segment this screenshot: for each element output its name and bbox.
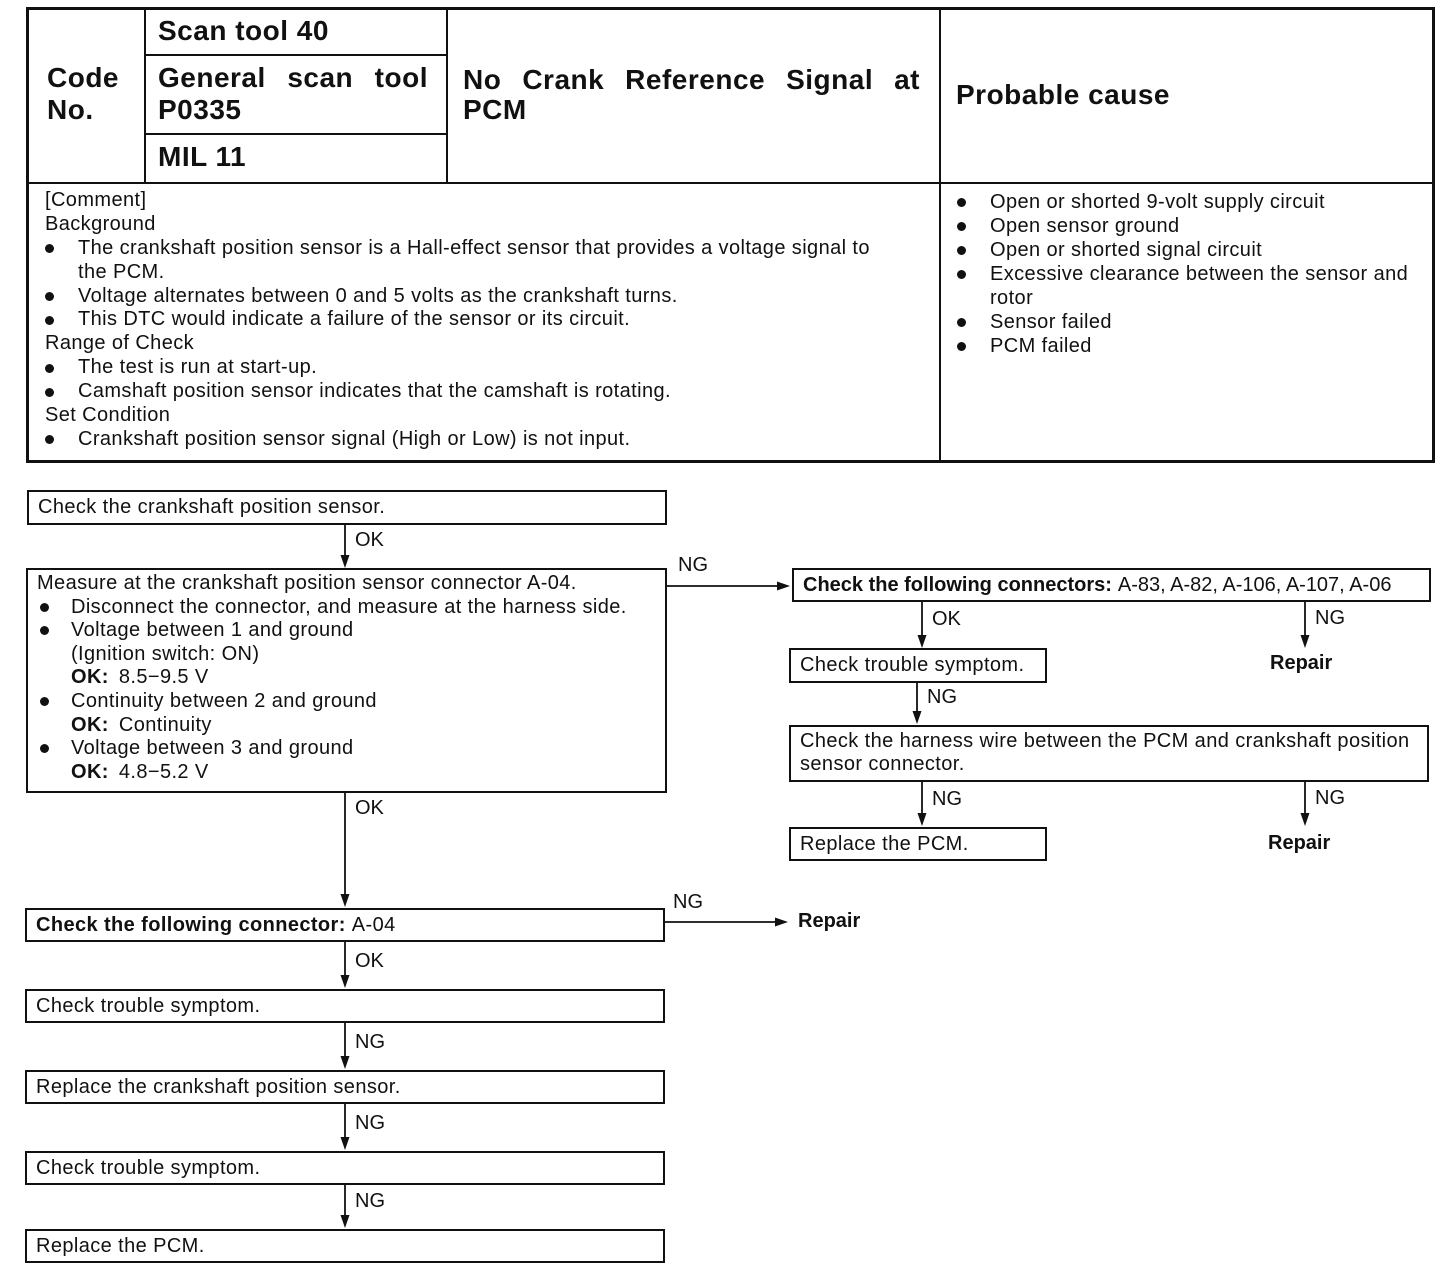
- measure-step-text: Voltage between 3 and ground: [71, 737, 354, 760]
- probable-cause-heading: Probable cause: [956, 79, 1170, 110]
- bullet-icon: [40, 744, 49, 753]
- general-scan-tool-code: P0335: [158, 94, 242, 125]
- harness-check-line: sensor connector.: [800, 753, 965, 775]
- replace-pcm-text: Replace the PCM.: [800, 832, 969, 855]
- arrow-measure-to-connectors: [667, 582, 790, 591]
- comment-bullet-text: Camshaft position sensor indicates that the camshaft is rotating.: [78, 380, 671, 403]
- check-connector-value: A-04: [351, 913, 396, 936]
- arrow-label: OK: [355, 529, 384, 551]
- ok-label: OK:: [71, 760, 109, 783]
- dtc-title-line: No Crank Reference Signal at: [463, 64, 920, 95]
- arrow-harness-to-replace-pcm: [918, 782, 927, 826]
- measure-step: [37, 619, 665, 643]
- trouble-symptom-box: [25, 1151, 665, 1185]
- measure-connector-box: [26, 568, 667, 793]
- harness-check-line: Check the harness wire between the PCM and crankshaft position: [800, 730, 1410, 752]
- arrow-connectors-to-symptom: [918, 602, 927, 648]
- cause-text: Excessive clearance between the sensor and: [990, 263, 1409, 285]
- check-connector-box: [25, 908, 665, 942]
- bullet-icon: [40, 626, 49, 635]
- arrow-replace-sensor-to-symptom: [341, 1104, 350, 1150]
- measure-ok-spec: [37, 714, 665, 738]
- section-heading: Set Condition: [45, 404, 171, 427]
- trouble-symptom-text: Check trouble symptom.: [36, 1156, 261, 1179]
- replace-pcm-box: [25, 1229, 665, 1263]
- check-connectors-label: Check the following connectors:: [803, 573, 1112, 596]
- code-label-line: No.: [47, 94, 94, 125]
- repair-label: Repair: [1270, 652, 1333, 674]
- comment-bullet-text: The crankshaft position sensor is a Hall-effect sensor that provides a voltage signal to: [78, 236, 870, 259]
- ok-label: OK:: [71, 713, 109, 736]
- trouble-symptom-box: [25, 989, 665, 1023]
- arrow-symptom-to-replace-sensor: [341, 1023, 350, 1069]
- measure-ok-spec: [37, 666, 665, 690]
- ok-label: OK:: [71, 666, 109, 689]
- replace-sensor-box: [25, 1070, 665, 1104]
- check-connectors-value: A-83, A-82, A-106, A-107, A-06: [1117, 573, 1392, 596]
- arrow-label: NG: [355, 1112, 385, 1134]
- arrow-harness-to-repair: [1301, 782, 1310, 826]
- comment-bullet-text: This DTC would indicate a failure of the sensor or its circuit.: [78, 308, 631, 331]
- arrow-label: NG: [355, 1031, 385, 1053]
- arrow-connector-to-symptom: [341, 942, 350, 988]
- cause-text: Open or shorted 9-volt supply circuit: [990, 191, 1325, 213]
- comment-bullet-text: The test is run at start-up.: [78, 356, 318, 379]
- comment-bullet-text: the PCM.: [78, 260, 165, 283]
- trouble-symptom-box: [789, 648, 1047, 683]
- code-label-line: Code: [47, 62, 119, 93]
- arrow-sensor-to-measure: [341, 525, 350, 568]
- measure-ok-spec: [37, 761, 665, 785]
- comment-label: [Comment]: [45, 189, 147, 211]
- arrow-symptom-to-replace-pcm: [341, 1185, 350, 1228]
- section-heading: Background: [45, 212, 156, 235]
- cause-text: Open or shorted signal circuit: [990, 239, 1263, 261]
- mil-cell: MIL 11: [158, 141, 247, 172]
- ok-value: 8.5−9.5 V: [118, 666, 209, 689]
- measure-step: [37, 737, 665, 761]
- measure-step: [37, 596, 665, 620]
- ok-value: 4.8−5.2 V: [118, 760, 209, 783]
- measure-step-text: Disconnect the connector, and measure at the harness side.: [71, 595, 627, 618]
- arrow-label: OK: [355, 797, 384, 819]
- cause-text: rotor: [990, 287, 1034, 309]
- repair-label: Repair: [1268, 832, 1331, 854]
- dtc-title-line: PCM: [463, 94, 527, 125]
- arrow-label: NG: [927, 686, 957, 708]
- cause-text: Open sensor ground: [990, 215, 1180, 237]
- arrow-connectors-to-repair: [1301, 602, 1310, 648]
- check-sensor-text: Check the crankshaft position sensor.: [38, 496, 386, 518]
- repair-label: Repair: [798, 910, 861, 932]
- arrow-measure-to-connector: [341, 793, 350, 907]
- trouble-symptom-text: Check trouble symptom.: [36, 994, 261, 1017]
- arrow-label: NG: [1315, 607, 1345, 629]
- cause-text: PCM failed: [990, 335, 1092, 357]
- arrow-label: NG: [1315, 787, 1345, 809]
- check-sensor-box: [27, 490, 667, 525]
- arrow-label: OK: [355, 950, 384, 972]
- scan-tool-cell: Scan tool 40: [158, 15, 329, 46]
- arrow-label: NG: [932, 788, 962, 810]
- replace-pcm-text: Replace the PCM.: [36, 1234, 205, 1257]
- comment-bullet-text: Crankshaft position sensor signal (High or Low) is not input.: [78, 427, 631, 450]
- replace-pcm-box: [789, 827, 1047, 861]
- harness-check-box: [789, 725, 1429, 782]
- check-connectors-box: [792, 568, 1431, 602]
- arrow-label: NG: [678, 554, 708, 576]
- arrow-connector-to-repair: [665, 918, 788, 927]
- ok-value: Continuity: [118, 713, 212, 736]
- trouble-symptom-text: Check trouble symptom.: [800, 654, 1025, 676]
- measure-condition: (Ignition switch: ON): [71, 642, 260, 665]
- cause-text: Sensor failed: [990, 311, 1112, 333]
- measure-step: [37, 690, 665, 714]
- arrow-symptom-to-harness: [913, 683, 922, 724]
- arrow-label: OK: [932, 608, 961, 630]
- comment-bullet-text: Voltage alternates between 0 and 5 volts as the crankshaft turns.: [78, 284, 678, 307]
- arrow-label: NG: [355, 1190, 385, 1212]
- section-heading: Range of Check: [45, 332, 195, 355]
- arrow-label: NG: [673, 891, 703, 913]
- general-scan-tool-label: General scan tool: [158, 62, 428, 93]
- check-connector-label: Check the following connector:: [36, 913, 346, 936]
- replace-sensor-text: Replace the crankshaft position sensor.: [36, 1075, 401, 1098]
- bullet-icon: [40, 697, 49, 706]
- measure-title: Measure at the crankshaft position sensor connector A-04.: [37, 572, 577, 594]
- measure-step-text: Voltage between 1 and ground: [71, 619, 354, 642]
- bullet-icon: [40, 603, 49, 612]
- measure-step-text: Continuity between 2 and ground: [71, 689, 377, 712]
